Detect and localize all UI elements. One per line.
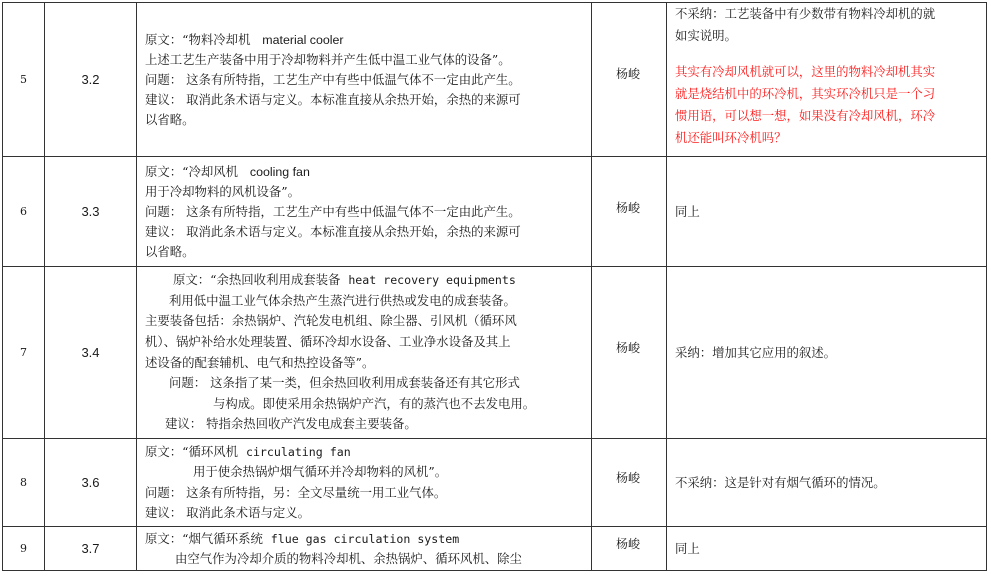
response-black-1: 不采纳：工艺装备中有少数带有物料冷却机的就 [675, 6, 936, 21]
proposer: 杨峻 [592, 439, 667, 527]
proposer: 杨峻 [592, 157, 667, 267]
english-term: cooling fan [249, 164, 310, 179]
english-term: heat recovery equipments [348, 273, 516, 288]
response-red-2: 就是烧结机中的环冷机，其实环冷机只是一个习 [675, 86, 936, 101]
proposer: 杨峻 [592, 3, 667, 157]
response-red-1: 其实有冷却风机就可以，这里的物料冷却机其实 [675, 64, 936, 79]
proposer: 杨峻 [592, 527, 667, 571]
comment-content [137, 527, 592, 571]
proposer: 杨峻 [592, 267, 667, 439]
table-row [3, 439, 987, 527]
original-line: 原文：“循环风机 circulating fan [145, 443, 351, 459]
row-number: 5 [3, 3, 45, 157]
original-line: 原文：“冷却风机 cooling fan [145, 163, 310, 179]
row-number: 8 [3, 439, 45, 527]
english-term: flue gas circulation system [270, 531, 460, 546]
response-red-3: 惯用语，可以想一想，如果没有冷却风机，环冷 [675, 108, 936, 123]
original-line: 原文：“烟气循环系统 flue gas circulation system [145, 530, 460, 546]
table-row [3, 3, 987, 157]
suggestion-line: 建议： 取消此条术语与定义。本标准直接从余热开始，余热的来源可 [145, 91, 521, 107]
response-black-2: 如实说明。 [675, 28, 737, 43]
table-row [3, 267, 987, 439]
clause-number: 3.3 [45, 157, 137, 267]
english-term: circulating fan [245, 444, 351, 459]
comment-content [137, 439, 592, 527]
clause-number: 3.2 [45, 3, 137, 157]
definition-line: 利用低中温工业气体余热产生蒸汽进行供热或发电的成套装备。 [169, 292, 516, 308]
original-line: 原文：“余热回收利用成套装备 heat recovery equipments [173, 272, 516, 288]
row-number: 9 [3, 527, 45, 571]
row-number: 7 [3, 267, 45, 439]
comment-content [137, 267, 592, 439]
problem-line: 问题： 这条有所特指，工艺生产中有些中低温气体不一定由此产生。 [145, 204, 521, 220]
problem-line: 问题： 这条指了某一类，但余热回收利用成套装备还有其它形式 [169, 375, 520, 391]
definition-line: 用于冷却物料的风机设备”。 [145, 184, 301, 200]
review-table [2, 2, 987, 571]
clause-number: 3.6 [45, 439, 137, 527]
original-line: 原文：“物料冷却机 material cooler [145, 31, 344, 47]
suggestion-line: 建议： 取消此条术语与定义。本标准直接从余热开始，余热的来源可 [145, 223, 521, 239]
equipment-line: 机）、锅炉补给水处理装置、循环冷却水设备、工业净水设备及其上 [145, 333, 511, 349]
suggestion-line: 建议： 特指余热回收产汽发电成套主要装备。 [165, 416, 417, 432]
definition-line: 用于使余热锅炉烟气循环并冷却物料的风机”。 [193, 464, 448, 479]
suggestion-line-continued: 以省略。 [145, 243, 195, 259]
response: 同上 [667, 527, 987, 571]
problem-line: 问题： 这条有所特指，工艺生产中有些中低温气体不一定由此产生。 [145, 72, 521, 88]
problem-line-continued: 与构成。即使采用余热锅炉产汽，有的蒸汽也不去发电用。 [213, 395, 536, 411]
suggestion-line-continued: 以省略。 [145, 111, 195, 127]
clause-number: 3.4 [45, 267, 137, 439]
comment-content [137, 157, 592, 267]
definition-line: 由空气作为冷却介质的物料冷却机、余热锅炉、循环风机、除尘 [175, 550, 522, 566]
table-row [3, 157, 987, 267]
english-term: material cooler [262, 32, 344, 47]
clause-number: 3.7 [45, 527, 137, 571]
row-number: 6 [3, 157, 45, 267]
definition-line: 上述工艺生产装备中用于冷却物料并产生低中温工业气体的设备”。 [145, 52, 511, 68]
equipment-line: 述设备的配套辅机、电气和热控设备等”。 [145, 354, 375, 370]
table-row [3, 527, 987, 571]
response: 同上 [667, 157, 987, 267]
response-red-4: 机还能叫环冷机吗？ [675, 130, 787, 145]
response: 采纳：增加其它应用的叙述。 [667, 267, 987, 439]
equipment-line: 主要装备包括：余热锅炉、汽轮发电机组、除尘器、引风机（循环风 [145, 313, 517, 329]
response [667, 3, 987, 157]
suggestion-line: 建议： 取消此条术语与定义。 [145, 505, 311, 520]
problem-line: 问题： 这条有所特指，另：全文尽量统一用工业气体。 [145, 484, 447, 500]
response: 不采纳：这是针对有烟气循环的情况。 [667, 439, 987, 527]
comment-content [137, 3, 592, 157]
